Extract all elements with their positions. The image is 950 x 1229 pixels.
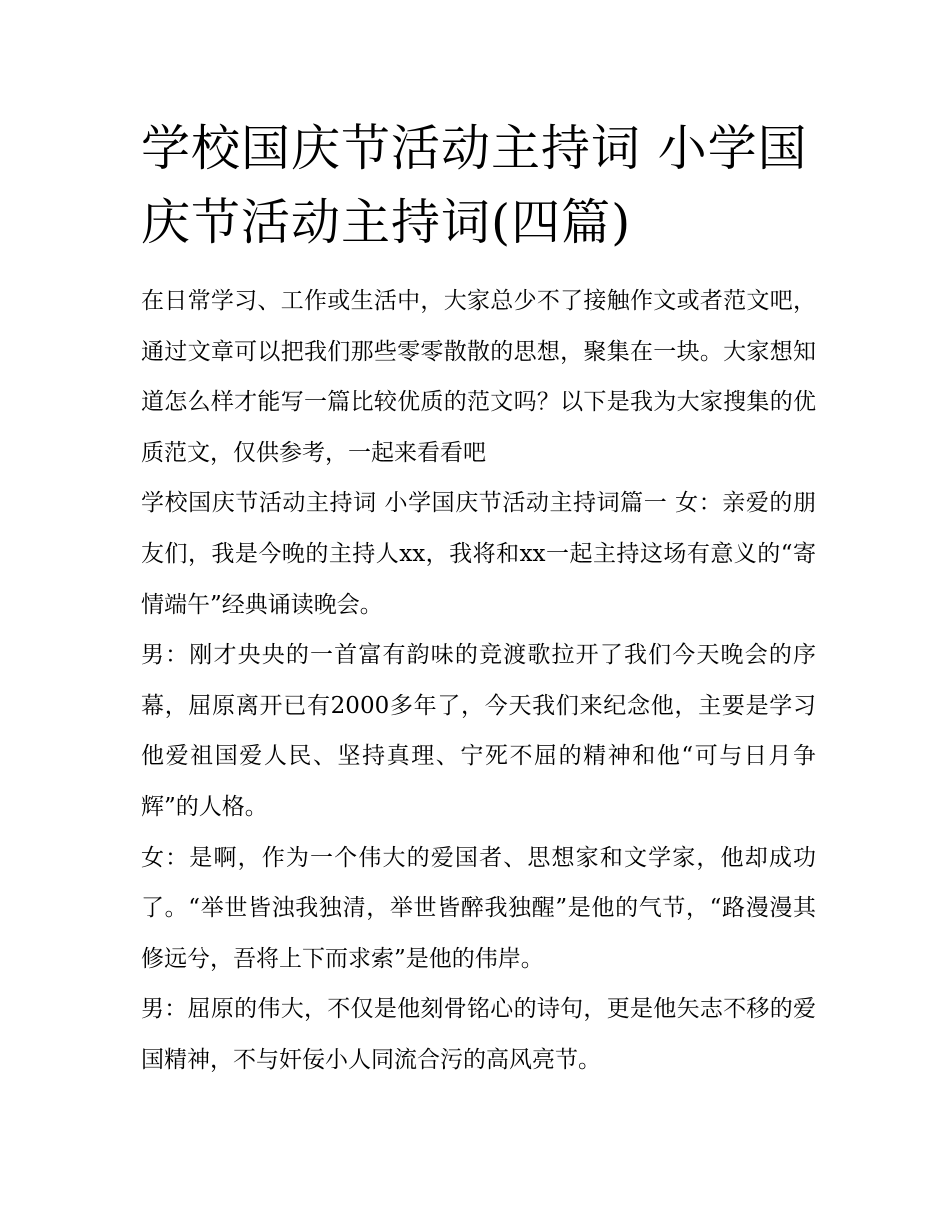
document-body <box>141 276 816 1086</box>
dialogue-paragraph: 男：屈原的伟大，不仅是他刻骨铭心的诗句，更是他矢志不移的爱国精神，不与奸佞小人同流合污的高风亮节。 <box>141 996 816 1073</box>
dialogue-paragraph: 女：是啊，作为一个伟大的爱国者、思想家和文学家，他却成功了。“举世皆浊我独清，举世皆醉我独醒”是他的气节，“路漫漫其修远兮，吾将上下而求索”是他的伟岸。 <box>141 844 816 972</box>
dialogue-paragraph: 学校国庆节活动主持词 小学国庆节活动主持词篇一 女：亲爱的朋友们，我是今晚的主持人xx，我将和xx一起主持这场有意义的“寄情端午”经典诵读晚会。 <box>141 490 816 618</box>
document-content <box>141 112 816 1086</box>
dialogue-paragraph: 男：刚才央央的一首富有韵味的竞渡歌拉开了我们今天晚会的序幕，屈原离开已有2000多年了，今天我们来纪念他，主要是学习他爱祖国爱人民、坚持真理、宁死不屈的精神和他“可与日月争辉”的人格。 <box>141 642 816 820</box>
document-title: 学校国庆节活动主持词 小学国庆节活动主持词(四篇) <box>141 120 808 251</box>
intro-paragraph: 在日常学习、工作或生活中，大家总少不了接触作文或者范文吧，通过文章可以把我们那些零零散散的思想，聚集在一块。大家想知道怎么样才能写一篇比较优质的范文吗？以下是我为大家搜集的优质范文，仅供参考，一起来看看吧 <box>141 288 816 466</box>
